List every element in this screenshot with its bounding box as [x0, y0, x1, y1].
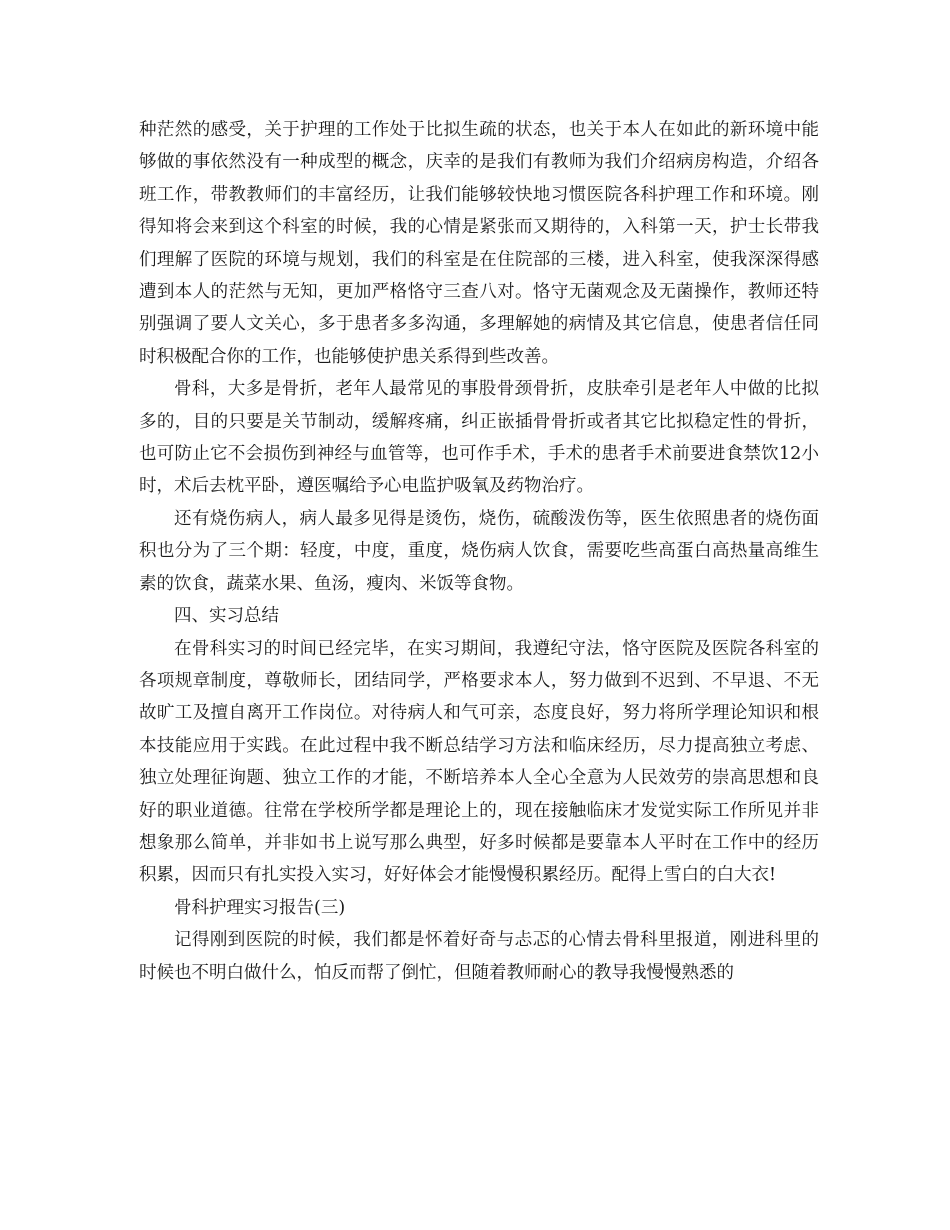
- paragraph-internship-summary: 在骨科实习的时间已经完毕，在实习期间，我遵纪守法，恪守医院及医院各科室的各项规章制度，尊敬师长，团结同学，严格要求本人，努力做到不迟到、不早退、不无故旷工及擅自离开工作岗位。对待病人和气可亲，态度良好，努力将所学理论知识和根本技能应用于实践。在此过程中我不断总结学习方法和临床经历，尽力提高独立考虑、独立处理征询题、独立工作的才能，不断培养本人全心全意为人民效劳的崇高思想和良好的职业道德。往常在学校所学都是理论上的，现在接触临床才发觉实际工作所见并非想象那么简单，并非如书上说写那么典型，好多时候都是要靠本人平时在工作中的经历积累，因而只有扎实投入实习，好好体会才能慢慢积累经历。配得上雪白的白大衣!: [139, 638, 819, 886]
- paragraph-burn-patients: 还有烧伤病人，病人最多见得是烫伤，烧伤，硫酸泼伤等，医生依照患者的烧伤面积也分为了三个期：轻度，中度，重度，烧伤病人饮食，需要吃些高蛋白高热量高维生素的饮食，蔬菜水果、鱼汤，瘦肉、米饭等食物。: [139, 508, 819, 594]
- paragraph-first-days: 记得刚到医院的时候，我们都是怀着好奇与忐忑的心情去骨科里报道，刚进科里的时候也不明白做什么，怕反而帮了倒忙，但随着教师耐心的教导我慢慢熟悉的: [139, 930, 819, 983]
- paragraph-continuation: 种茫然的感受，关于护理的工作处于比拟生疏的状态，也关于本人在如此的新环境中能够做的事依然没有一种成型的概念，庆幸的是我们有教师为我们介绍病房构造，介绍各班工作，带教教师们的丰富经历，让我们能够较快地习惯医院各科护理工作和环境。刚得知将会来到这个科室的时候，我的心情是紧张而又期待的，入科第一天，护士长带我们理解了医院的环境与规划，我们的科室是在住院部的三楼，进入科室，使我深深得感遭到本人的茫然与无知，更加严格恪守三查八对。恪守无菌观念及无菌操作，教师还特别强调了要人文关心，多于患者多多沟通，多理解她的病情及其它信息，使患者信任同时积极配合你的工作，也能够使护患关系得到些改善。: [139, 120, 819, 367]
- paragraph-orthopedics: 骨科，大多是骨折，老年人最常见的事股骨颈骨折，皮肤牵引是老年人中做的比拟多的，目的只要是关节制动，缓解疼痛，纠正嵌插骨骨折或者其它比拟稳定性的骨折，也可防止它不会损伤到神经与血管等，也可作手术，手术的患者手术前要进食禁饮12小时，术后去枕平卧，遵医嘱给予心电监护吸氧及药物治疗。: [139, 379, 819, 497]
- section-heading-summary: 四、实习总结: [174, 606, 279, 627]
- document-body: [139, 114, 819, 989]
- report-title-part-three: 骨科护理实习报告(三): [174, 897, 346, 918]
